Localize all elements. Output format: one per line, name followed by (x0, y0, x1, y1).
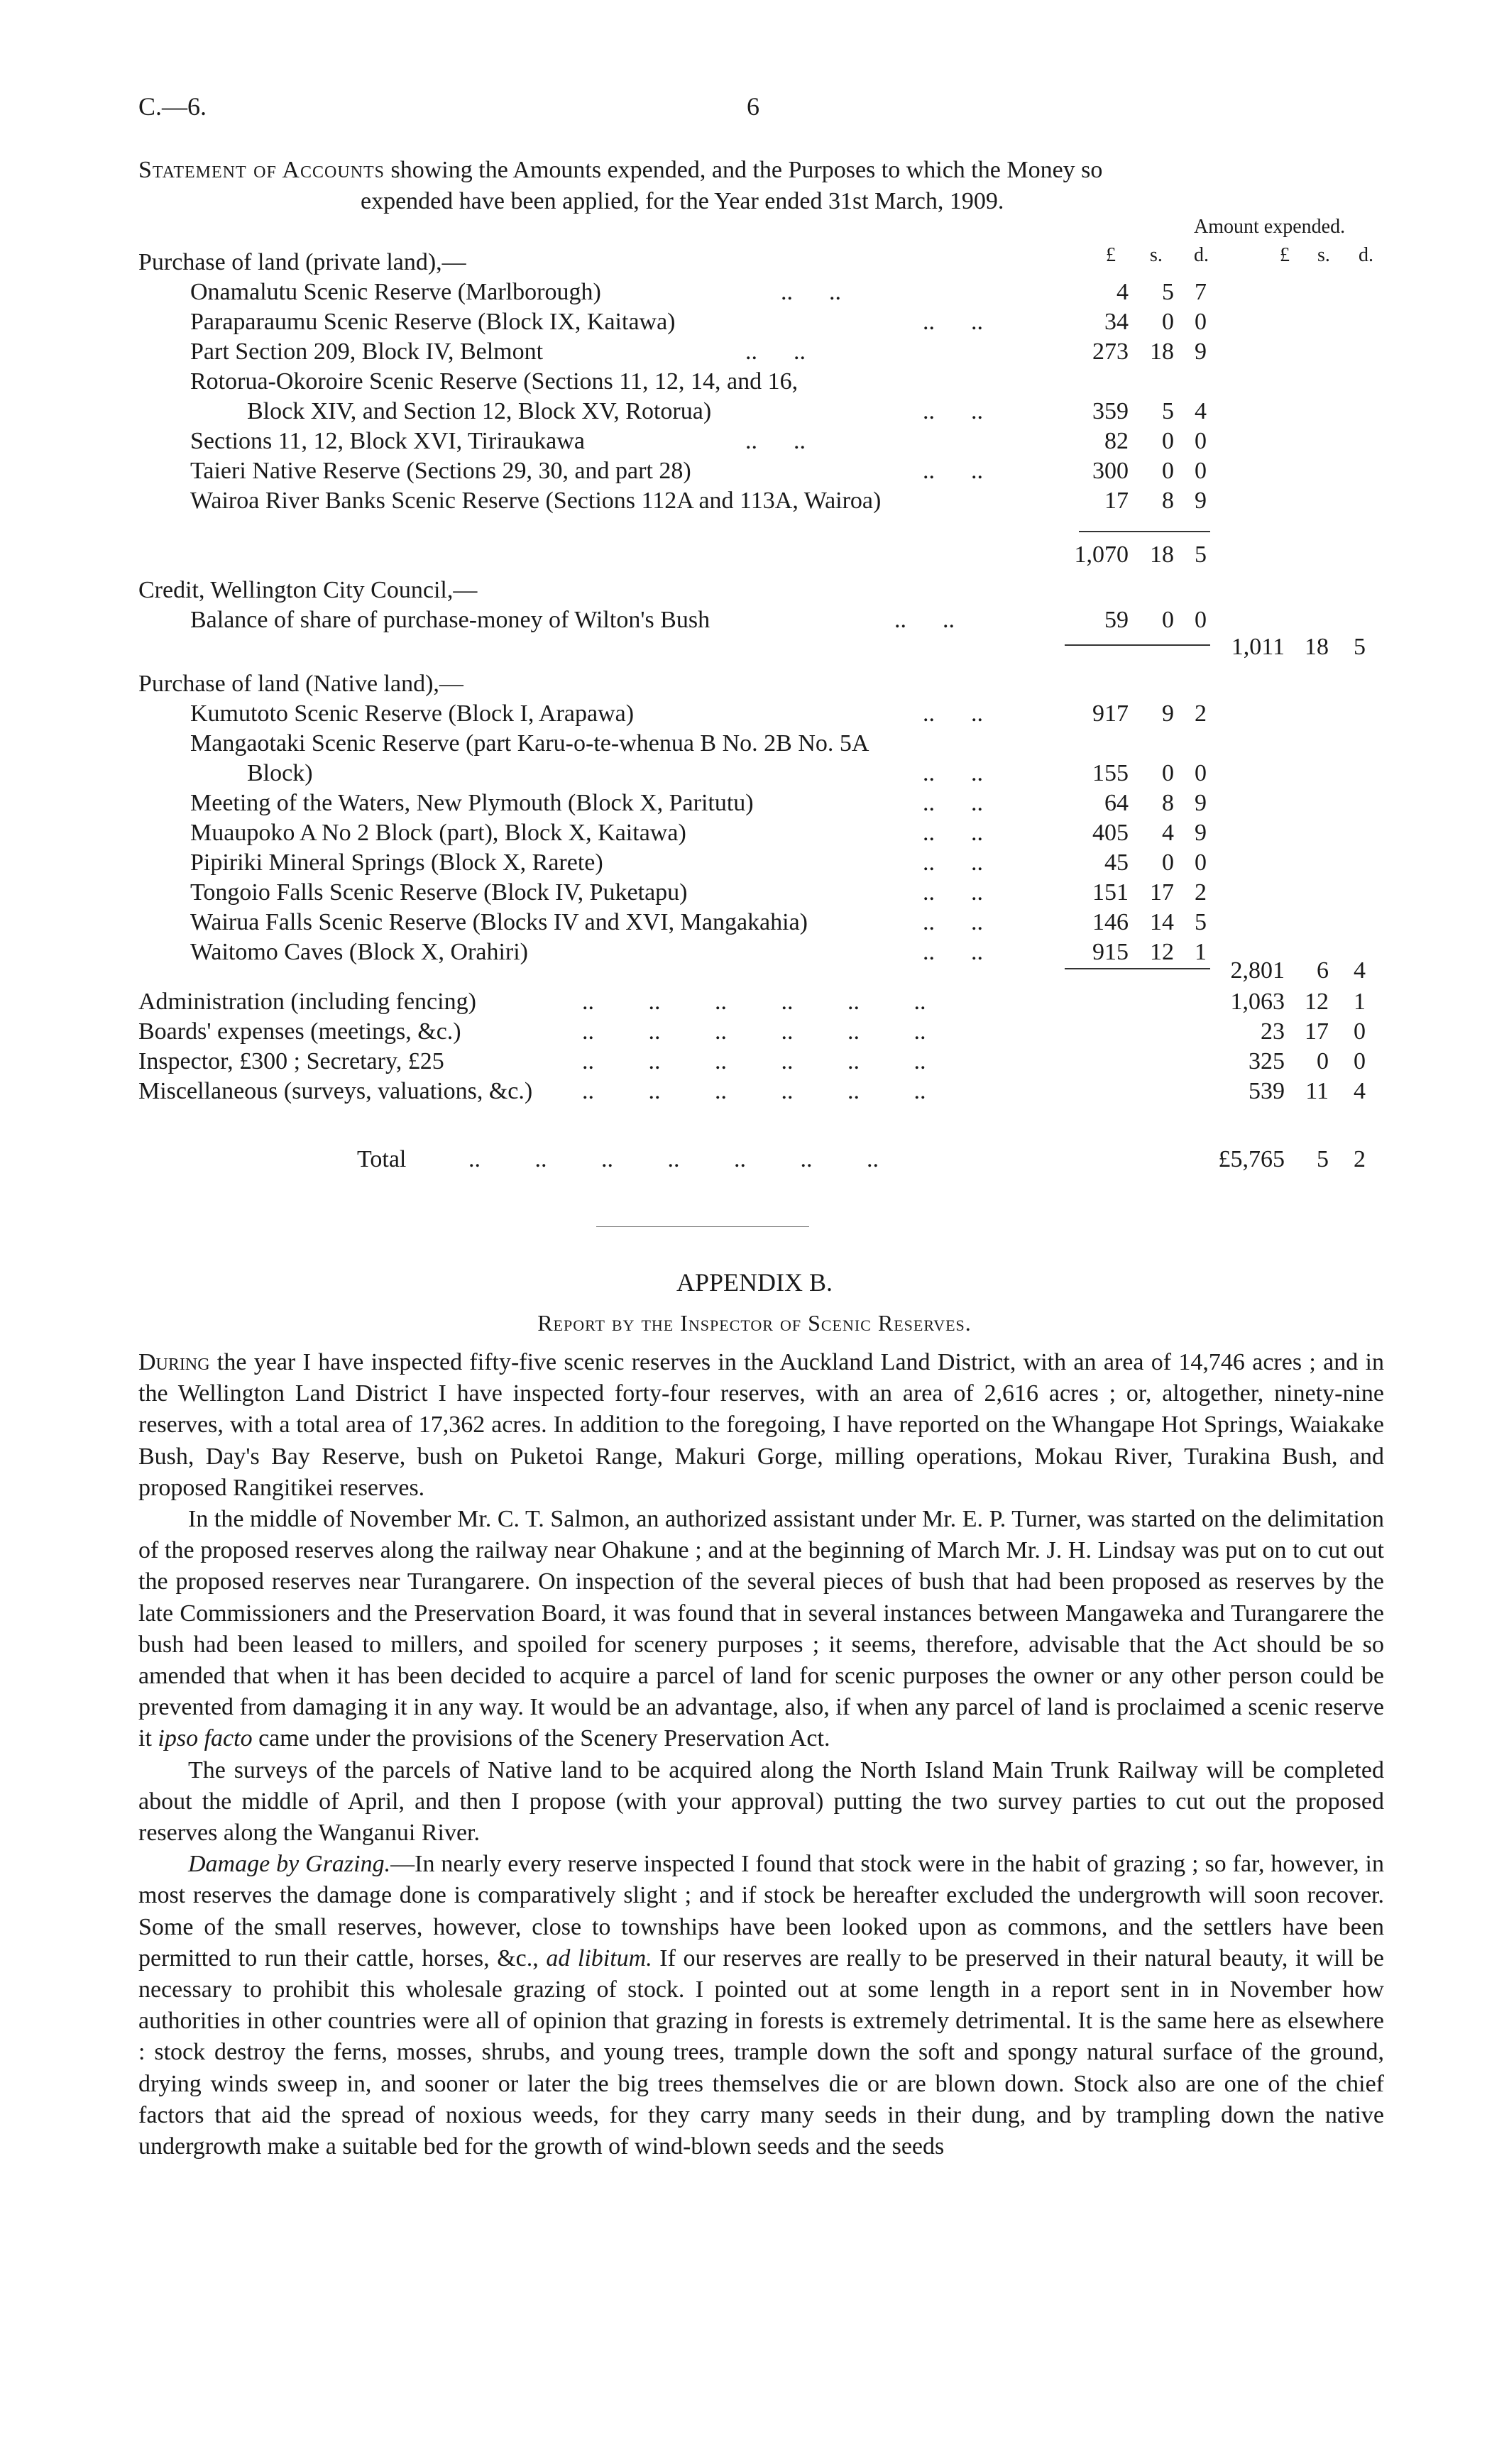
native-row-1-shillings: 9 (1162, 700, 1174, 727)
native-row-7-shillings: 14 (1150, 909, 1174, 935)
native-row-1-pounds: 917 (1092, 700, 1129, 727)
report-body (138, 1347, 1384, 2162)
native-row-8-leaders: .. .. (923, 939, 983, 965)
page-number: 6 (747, 92, 759, 121)
net-pence: 5 (1354, 634, 1366, 660)
private-row-2-shillings: 0 (1162, 309, 1174, 335)
other-row-2-pence: 0 (1354, 1018, 1366, 1045)
private-row-4-shillings: 5 (1162, 398, 1174, 424)
private-row-1-label: Onamalutu Scenic Reserve (Marlborough) (190, 279, 601, 305)
private-row-5-label: Sections 11, 12, Block XVI, Tiriraukawa (190, 428, 585, 454)
private-row-4-pence: 4 (1195, 398, 1207, 424)
native-row-2-shillings: 0 (1162, 760, 1174, 786)
statement-title (138, 155, 1102, 186)
native-row-4-pence: 9 (1195, 820, 1207, 846)
private-row-5-shillings: 0 (1162, 428, 1174, 454)
native-row-3-pounds: 64 (1104, 790, 1129, 816)
native-row-8-pounds: 915 (1092, 939, 1129, 965)
other-row-2-leaders: .. .. .. .. .. .. (582, 1018, 926, 1045)
native-row-1-leaders: .. .. (923, 700, 983, 727)
private-row-6-shillings: 0 (1162, 458, 1174, 484)
private-row-2-pence: 0 (1195, 309, 1207, 335)
other-row-4-pence: 4 (1354, 1078, 1366, 1104)
paragraph-4 (138, 1849, 1384, 2162)
credit-shillings: 0 (1162, 607, 1174, 633)
section-separator (596, 1226, 809, 1227)
unit-shillings-b: s. (1317, 244, 1330, 266)
native-row-5-label: Pipiriki Mineral Springs (Block X, Rarete) (190, 849, 603, 876)
paragraph-2-text-a: In the middle of November Mr. C. T. Salmon, an authorized assistant under Mr. E. P. Turner, was started on the delimitation of the proposed reserves along the railway near Ohakune ; and at the beginning of March Mr. J. H. Lindsay was put on to cut out the proposed reserves near Turangarere. On inspection of the several pieces of bush that had been proposed as reserves by the late Commissioners and the Preservation Board, it was found that in several instances between Mangaweka and Turangarere the bush had been leased to millers, and spoiled for scenery purposes ; it seems, therefore, advisable that the Act should be so amended that when it has been decided to acquire a parcel of land for scenic purposes the owner or any other person could be prevented from damaging it in any way. It would be an advantage, also, if when any parcel of land is proclaimed a scenic reserve it (138, 1506, 1384, 1752)
private-row-7-label: Wairoa River Banks Scenic Reserve (Sections 112A and 113A, Wairoa) (190, 488, 882, 514)
private-row-4-leaders: .. .. (923, 398, 983, 424)
native-row-8-pence: 1 (1195, 939, 1207, 965)
native-row-7-pounds: 146 (1092, 909, 1129, 935)
private-row-3-leaders: .. .. (745, 339, 806, 365)
private-row-6-pounds: 300 (1092, 458, 1129, 484)
unit-pence-b: d. (1359, 244, 1373, 266)
native-row-5-pence: 0 (1195, 849, 1207, 876)
private-row-1-shillings: 5 (1162, 279, 1174, 305)
native-row-5-pounds: 45 (1104, 849, 1129, 876)
other-row-2-label: Boards' expenses (meetings, &c.) (138, 1018, 461, 1045)
total-shillings: 5 (1317, 1146, 1329, 1172)
section-native-heading: Purchase of land (Native land),— (138, 671, 463, 697)
private-row-7-pounds: 17 (1104, 488, 1129, 514)
other-row-1-pence: 1 (1354, 989, 1366, 1015)
private-row-3-label: Part Section 209, Block IV, Belmont (190, 339, 544, 365)
total-pence: 2 (1354, 1146, 1366, 1172)
net-shillings: 18 (1305, 634, 1329, 660)
private-subtotal-pounds: 1,070 (1074, 541, 1129, 568)
private-row-5-leaders: .. .. (745, 428, 806, 454)
other-row-4-label: Miscellaneous (surveys, valuations, &c.) (138, 1078, 533, 1104)
native-row-4-leaders: .. .. (923, 820, 983, 846)
credit-leaders: .. .. (894, 607, 955, 633)
other-row-3-pounds: 325 (1249, 1048, 1285, 1074)
native-row-6-leaders: .. .. (923, 879, 983, 906)
other-row-2-pounds: 23 (1261, 1018, 1285, 1045)
unit-pounds-a: £ (1106, 244, 1116, 266)
other-row-1-shillings: 12 (1305, 989, 1329, 1015)
credit-rule (1065, 644, 1210, 646)
paragraph-4-emphasis: ad libitum. (546, 1945, 652, 1971)
paragraph-3: The surveys of the parcels of Native land to be acquired along the North Island Main Trunk Railway will be completed about the middle of April, and then I propose (with your approval) putting the two survey parties to cut out the proposed reserves along the Wanganui River. (138, 1756, 1384, 1847)
statement-title-lead: Statement of Accounts (138, 157, 385, 183)
credit-heading: Credit, Wellington City Council,— (138, 577, 478, 603)
other-row-4-pounds: 539 (1249, 1078, 1285, 1104)
paragraph-4-heading: Damage by Grazing. (188, 1851, 391, 1878)
other-row-4-leaders: .. .. .. .. .. .. (582, 1078, 926, 1104)
other-row-3-leaders: .. .. .. .. .. .. (582, 1048, 926, 1074)
net-pounds: 1,011 (1231, 634, 1285, 660)
private-row-6-leaders: .. .. (923, 458, 983, 484)
paragraph-1-runin: During (138, 1349, 210, 1375)
native-row-8-shillings: 12 (1150, 939, 1174, 965)
other-row-4-shillings: 11 (1305, 1078, 1329, 1104)
unit-pence-a: d. (1194, 244, 1209, 266)
other-row-1-leaders: .. .. .. .. .. .. (582, 989, 926, 1015)
private-row-1-pence: 7 (1195, 279, 1207, 305)
native-row-4-shillings: 4 (1162, 820, 1174, 846)
private-row-5-pounds: 82 (1104, 428, 1129, 454)
statement-title-rest: showing the Amounts expended, and the Purposes to which the Money so (385, 157, 1103, 183)
total-label: Total (357, 1146, 407, 1172)
native-row-5-shillings: 0 (1162, 849, 1174, 876)
paragraph-4-text-b: If our reserves are really to be preserved in their natural beauty, it will be necessary to prohibit this wholesale grazing of stock. I pointed out at some length in a report sent in in November how authorities in other countries were all of opinion that grazing in forests is extremely detrimental. It is the same here as elsewhere : stock destroy the ferns, mosses, shrubs, and young trees, trample down the soft and spongy natural surface of the ground, drying winds sweep in, and sooner or later the big trees themselves die or are blown down. Stock also are one of the chief factors that aid the spread of noxious weeds, for they carry many seeds in their dung, and by trampling down the native undergrowth make a suitable bed for the growth of wind-blown seeds and the seeds (138, 1945, 1384, 2160)
statement-title-line2: expended have been applied, for the Year ended 31st March, 1909. (361, 188, 1004, 214)
private-row-1-leaders: .. .. (781, 279, 841, 305)
native-row-7-leaders: .. .. (923, 909, 983, 935)
private-row-6-label: Taieri Native Reserve (Sections 29, 30, and part 28) (190, 458, 691, 484)
private-row-6-pence: 0 (1195, 458, 1207, 484)
other-row-3-label: Inspector, £300 ; Secretary, £25 (138, 1048, 444, 1074)
document-reference: C.—6. (138, 92, 207, 121)
paragraph-4-text-a: —In nearly every reserve inspected I found that stock were in the habit of grazing ; so far, however, in most reserves the damage done is comparatively slight ; and if stock be hereafter excluded the undergrowth will soon recover. Some of the small reserves, however, close to townships have been looked upon as commons, and the settlers have been permitted to run their cattle, horses, &c., (138, 1851, 1384, 1971)
native-row-3-shillings: 8 (1162, 790, 1174, 816)
native-row-2-pounds: 155 (1092, 760, 1129, 786)
native-row-8-label: Waitomo Caves (Block X, Orahiri) (190, 939, 528, 965)
native-row-2-label: Mangaotaki Scenic Reserve (part Karu-o-te-whenua B No. 2B No. 5A (190, 730, 869, 757)
unit-shillings-a: s. (1150, 244, 1163, 266)
private-row-7-shillings: 8 (1162, 488, 1174, 514)
private-row-5-pence: 0 (1195, 428, 1207, 454)
native-rule (1065, 968, 1210, 969)
other-row-2-shillings: 17 (1305, 1018, 1329, 1045)
other-row-1-label: Administration (including fencing) (138, 989, 476, 1015)
native-row-7-pence: 5 (1195, 909, 1207, 935)
appendix-heading: APPENDIX B. (676, 1268, 833, 1297)
native-row-3-label: Meeting of the Waters, New Plymouth (Block X, Paritutu) (190, 790, 754, 816)
other-row-3-shillings: 0 (1317, 1048, 1329, 1074)
appendix-subheading: Report by the Inspector of Scenic Reserves. (537, 1310, 972, 1336)
private-row-4-pounds: 359 (1092, 398, 1129, 424)
other-row-1-pounds: 1,063 (1230, 989, 1285, 1015)
native-subtotal-shillings: 6 (1317, 957, 1329, 984)
native-row-1-label: Kumutoto Scenic Reserve (Block I, Arapawa) (190, 700, 635, 727)
native-row-6-pence: 2 (1195, 879, 1207, 906)
native-row-6-pounds: 151 (1092, 879, 1129, 906)
total-pounds: £5,765 (1218, 1146, 1285, 1172)
private-row-4-label: Rotorua-Okoroire Scenic Reserve (Sections 11, 12, 14, and 16, (190, 368, 799, 395)
native-row-4-label: Muaupoko A No 2 Block (part), Block X, Kaitawa) (190, 820, 686, 846)
native-subtotal-pounds: 2,801 (1230, 957, 1285, 984)
total-leaders: .. .. .. .. .. .. .. (468, 1146, 879, 1172)
private-row-3-pounds: 273 (1092, 339, 1129, 365)
amount-expended-header: Amount expended. (1194, 216, 1346, 238)
paragraph-1 (138, 1347, 1384, 1504)
native-row-2-pence: 0 (1195, 760, 1207, 786)
private-row-3-shillings: 18 (1150, 339, 1174, 365)
native-row-2-label-continued: Block) (247, 760, 313, 786)
other-row-3-pence: 0 (1354, 1048, 1366, 1074)
paragraph-2-emphasis: ipso facto (158, 1725, 253, 1752)
private-row-1-pounds: 4 (1116, 279, 1129, 305)
native-row-6-shillings: 17 (1150, 879, 1174, 906)
private-row-2-leaders: .. .. (923, 309, 983, 335)
paragraph-1-text: the year I have inspected fifty-five scenic reserves in the Auckland Land District, with an area of 14,746 acres ; and in the Wellington Land District I have inspected forty-four reserves, with an area of 2,616 acres ; or, altogether, ninety-nine reserves, with a total area of 17,362 acres. In addition to the foregoing, I have reported on the Whangape Hot Springs, Waiakake Bush, Day's Bay Reserve, bush on Puketoi Range, Makuri Gorge, milling operations, Mokau River, Turakina Bush, and proposed Rangitikei reserves. (138, 1349, 1384, 1501)
native-row-6-label: Tongoio Falls Scenic Reserve (Block IV, Puketapu) (190, 879, 688, 906)
credit-label: Balance of share of purchase-money of Wilton's Bush (190, 607, 710, 633)
credit-pence: 0 (1195, 607, 1207, 633)
private-row-4-label-continued: Block XIV, and Section 12, Block XV, Rotorua) (247, 398, 712, 424)
native-row-5-leaders: .. .. (923, 849, 983, 876)
paragraph-2-text-b: came under the provisions of the Scenery Preservation Act. (252, 1725, 830, 1752)
native-row-3-pence: 9 (1195, 790, 1207, 816)
credit-pounds: 59 (1104, 607, 1129, 633)
native-row-4-pounds: 405 (1092, 820, 1129, 846)
section-private-heading: Purchase of land (private land),— (138, 249, 466, 275)
native-row-3-leaders: .. .. (923, 790, 983, 816)
private-subtotal-shillings: 18 (1150, 541, 1174, 568)
native-subtotal-pence: 4 (1354, 957, 1366, 984)
native-row-7-label: Wairua Falls Scenic Reserve (Blocks IV and XVI, Mangakahia) (190, 909, 808, 935)
subtotal-rule (1079, 531, 1210, 532)
private-row-2-label: Paraparaumu Scenic Reserve (Block IX, Kaitawa) (190, 309, 676, 335)
paragraph-2 (138, 1504, 1384, 1755)
private-row-3-pence: 9 (1195, 339, 1207, 365)
private-row-7-pence: 9 (1195, 488, 1207, 514)
private-subtotal-pence: 5 (1195, 541, 1207, 568)
native-row-2-leaders: .. .. (923, 760, 983, 786)
private-row-2-pounds: 34 (1104, 309, 1129, 335)
unit-pounds-b: £ (1280, 244, 1290, 266)
native-row-1-pence: 2 (1195, 700, 1207, 727)
